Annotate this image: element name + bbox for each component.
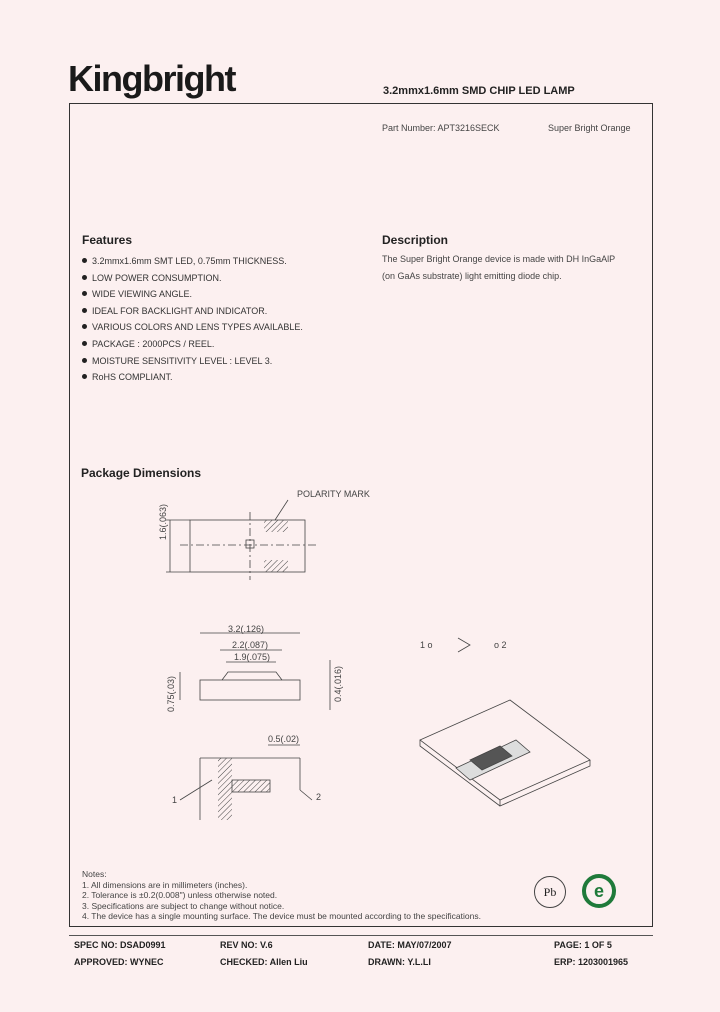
feature-item: RoHS COMPLIANT.	[82, 369, 303, 386]
pin1-label: 1	[172, 795, 178, 805]
drawn-by: DRAWN: Y.L.LI	[368, 957, 431, 967]
dim-inner2: 1.9(.075)	[234, 652, 271, 662]
features-heading: Features	[82, 233, 133, 247]
dim-inner: 2.2(.087)	[232, 640, 269, 650]
note-line: 3. Specifications are subject to change without notice.	[82, 900, 285, 911]
feature-item: IDEAL FOR BACKLIGHT AND INDICATOR.	[82, 303, 303, 320]
dim-right-height: 0.4(.016)	[333, 665, 343, 702]
note-line: 4. The device has a single mounting surface. The device must be mounted according to the specifications.	[82, 911, 481, 921]
pad-hatch-horizontal	[232, 780, 270, 792]
feature-item: LOW POWER CONSUMPTION.	[82, 270, 303, 287]
description-line: The Super Bright Orange device is made with DH InGaAlP	[382, 254, 616, 264]
polarity-hatch-top	[264, 520, 288, 532]
rev-no: REV NO: V.6	[220, 940, 273, 950]
pad-hatch-vertical	[218, 758, 232, 820]
part-number: Part Number: APT3216SECK	[382, 123, 500, 133]
part-color: Super Bright Orange	[548, 123, 631, 133]
lead-free-icon	[534, 876, 566, 908]
document-title: 3.2mmx1.6mm SMD CHIP LED LAMP	[383, 85, 575, 97]
circuit-pin2: o 2	[494, 640, 507, 650]
polarity-hatch-bottom	[264, 560, 288, 572]
feature-item: PACKAGE : 2000PCS / REEL.	[82, 336, 303, 353]
checked-by: CHECKED: Allen Liu	[220, 957, 308, 967]
environment-e-label: e	[593, 881, 604, 901]
pin2-leader	[300, 790, 312, 800]
diode-symbol	[458, 638, 470, 652]
feature-item: WIDE VIEWING ANGLE.	[82, 286, 303, 303]
spec-no: SPEC NO: DSAD0991	[74, 940, 166, 950]
footer-rule	[69, 935, 653, 936]
description-heading: Description	[382, 233, 449, 247]
date: DATE: MAY/07/2007	[368, 940, 452, 950]
erp-number: ERP: 1203001965	[554, 957, 629, 967]
side-view-lens	[222, 672, 282, 680]
dim-left-height: 0.75(.03)	[166, 675, 176, 712]
pin2-label: 2	[316, 792, 322, 802]
lead-free-label: Pb	[543, 885, 557, 899]
page-count: PAGE: 1 OF 5	[554, 940, 612, 950]
note-line: Notes:	[82, 869, 107, 879]
notes	[82, 869, 481, 922]
note-line: 1. All dimensions are in millimeters (inches).	[82, 879, 248, 890]
dim-length: 3.2(.126)	[228, 624, 265, 634]
package-heading: Package Dimensions	[81, 466, 202, 480]
feature-item: VARIOUS COLORS AND LENS TYPES AVAILABLE.	[82, 319, 303, 336]
note-line: 2. Tolerance is ±0.2(0.008") unless otherwise noted.	[82, 890, 278, 900]
circuit-pin1: 1 o	[420, 640, 433, 650]
approved-by: APPROVED: WYNEC	[74, 957, 164, 967]
company-logo: Kingbright	[68, 58, 235, 99]
polarity-mark-label: POLARITY MARK	[297, 489, 370, 499]
dim-pad: 0.5(.02)	[268, 734, 300, 744]
environment-e-icon	[582, 874, 616, 908]
description-line: (on GaAs substrate) light emitting diode chip.	[382, 270, 562, 281]
polarity-leader	[275, 500, 288, 520]
dim-top-height: 1.6(.063)	[158, 503, 168, 540]
feature-item: MOISTURE SENSITIVITY LEVEL : LEVEL 3.	[82, 353, 303, 370]
side-view-body	[200, 680, 300, 700]
pin1-leader	[180, 780, 212, 800]
feature-item: 3.2mmx1.6mm SMT LED, 0.75mm THICKNESS.	[82, 253, 303, 270]
